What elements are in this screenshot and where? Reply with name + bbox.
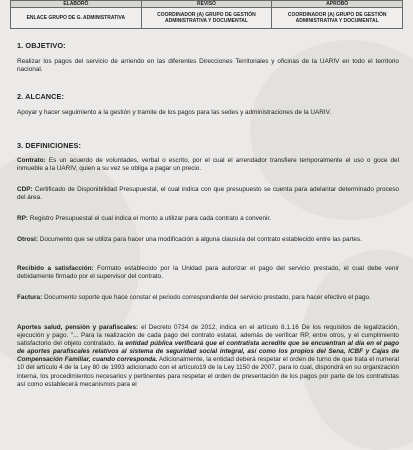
- definition-recibido: [17, 265, 399, 281]
- def-otrosi-text: Documento que se utiliza para hacer una modificación a alguna clausula del contrato establecido entre las partes.: [37, 236, 362, 243]
- definition-aportes: [17, 324, 399, 389]
- definition-factura: [17, 294, 399, 302]
- approval-table-row: [11, 8, 403, 29]
- objetivo-text: Realizar los pagos del servicio de arriendo en las diferentes Direcciones Territoriales y oficinas de la UARIV en todo el territorio nacional.: [17, 58, 399, 74]
- def-aportes-text-1: el Decreto 0734 de 2012, indica en el artículo 8.1.16 De los requisitos de legalización, ejecución y pago. "... Para la realización de cada pago del contrato estatal, además de verificar RP, entre otros, y el cumplimiento satisfactorio del objeto contratado,: [17, 324, 399, 348]
- term-rp: RP:: [17, 215, 29, 222]
- term-aportes: Aportes salud, pensión y parafiscales:: [17, 324, 139, 331]
- elaboro-header: ELABORÓ: [11, 1, 142, 8]
- definition-contrato: [17, 157, 399, 173]
- heading-objetivo: 1. OBJETIVO:: [17, 41, 66, 50]
- def-recibido-text: Formato establecido por la Unidad para autorizar el pago del servicio prestado, el cual debe venir debidamente firmado por el supervisor del contrato.: [17, 265, 399, 281]
- term-recibido: Recibido a satisfacción:: [17, 265, 94, 272]
- term-cdp: CDP:: [17, 186, 33, 193]
- definition-cdp: [17, 186, 399, 202]
- def-factura-text: Documento soporte que hace constar el periodo correspondiente del servicio prestado, para hacer efectivo el pago.: [42, 294, 371, 301]
- definition-rp: [17, 215, 399, 223]
- def-rp-text: Registro Presupuestal el cual indica el monto a utilizar para cada contrato a convenir.: [28, 215, 271, 222]
- alcance-text: Apoyar y hacer seguimiento a la gestión y tramite de los pagos para las sedes y administraciones de la UARIV.: [17, 109, 332, 116]
- heading-definiciones: 3. DEFINICIONES:: [17, 141, 82, 150]
- term-contrato: Contrato:: [17, 157, 46, 164]
- heading-alcance: 2. ALCANCE:: [17, 92, 65, 101]
- def-aportes-emphasis: la entidad pública verificará que el contratista acredite que se encuentran al día en el pago de aportes parafiscales relativos al sistema de seguridad social integral, así como los propios del Sena, ICBF y Cajas de Compensación Familiar, cuando corresponda.: [17, 340, 399, 364]
- approval-table-header: [11, 1, 403, 8]
- reviso-cell: COORDINADOR (A) GRUPO DE GESTIÓN ADMINISTRATIVA Y DOCUMENTAL: [141, 8, 272, 29]
- def-contrato-text: Es un acuerdo de voluntades, verbal o escrito, por el cual el arrendador transfiere temporalmente el uso o goce del inmueble a la UARIV, quien a su vez se obliga a pagar un precio.: [17, 157, 399, 173]
- term-otrosi: Otrosí:: [17, 236, 38, 243]
- definition-otrosi: [17, 236, 399, 244]
- def-cdp-text: Certificado de Disponibilidad Presupuestal, el cual indica con que presupuesto se cuenta para adelantar determinado proceso del área.: [17, 186, 399, 202]
- reviso-header: REVISÓ: [141, 1, 272, 8]
- aprobo-header: APROBÓ: [272, 1, 403, 8]
- def-aportes-text-2: Adicionalmente, la entidad deberá respetar el orden de turno de que trata el numeral 10 del artículo 4 de la Ley 80 de 1993 adicionado con el artículo19 de la Ley 1150 de 2007, para lo cual, dispondrá en su organización interna, los procedimientos necesarios y pertinentes para respetar el orden de presentación de los pagos por parte de los contratistas así como establecerá mecanismos para el: [17, 356, 399, 388]
- aprobo-cell: COORDINADOR (A) GRUPO DE GESTIÓN ADMINISTRATIVA Y DOCUMENTAL: [272, 8, 403, 29]
- approval-table: [10, 0, 403, 29]
- elaboro-cell: ENLACE GRUPO DE G. ADMINISTRATIVA: [11, 8, 142, 29]
- term-factura: Factura:: [17, 294, 43, 301]
